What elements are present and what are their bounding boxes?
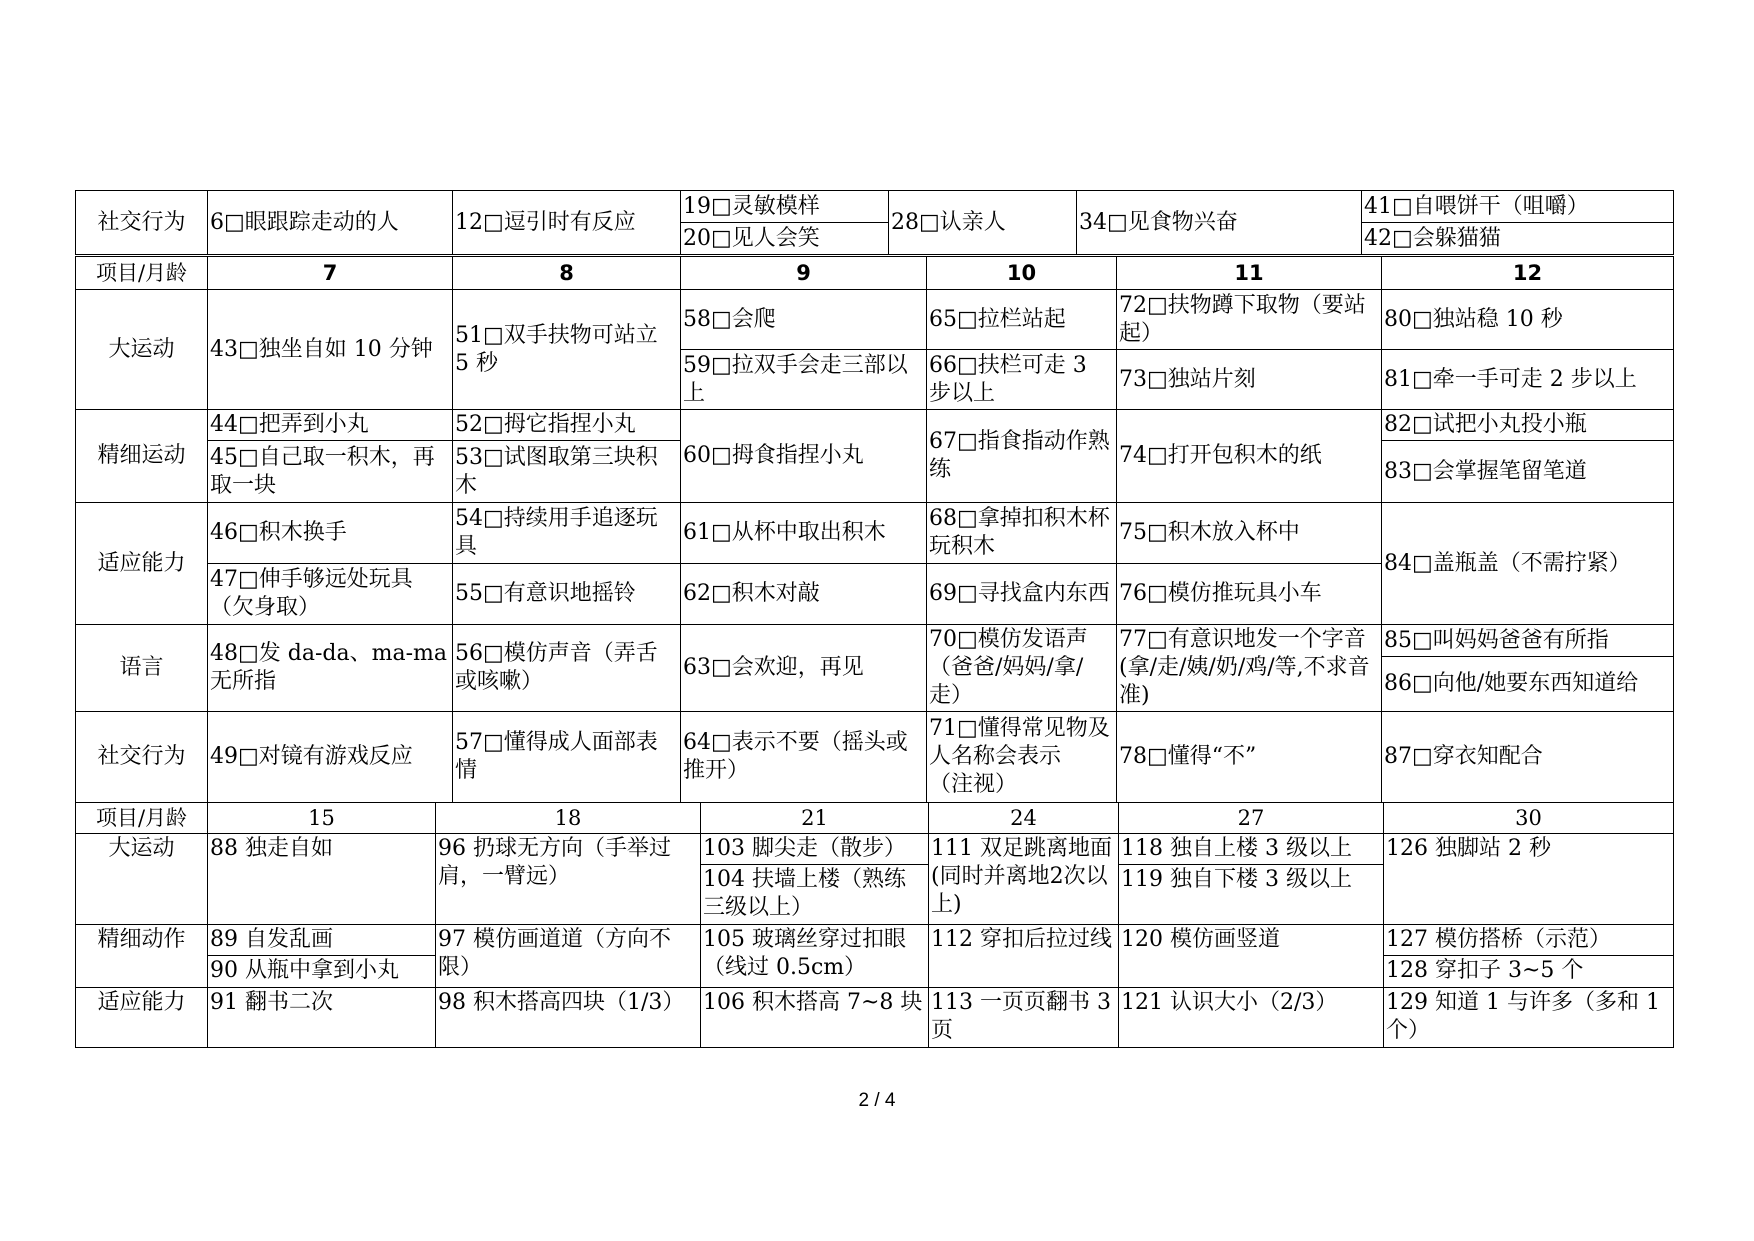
category-social: 社交行为 xyxy=(76,191,208,255)
milestone-item: 98 积木搭高四块（1/3） xyxy=(436,988,701,1048)
milestone-item: 86□向他/她要东西知道给 xyxy=(1382,657,1674,712)
milestone-item: 51□双手扶物可站立 5 秒 xyxy=(453,290,681,410)
social-row-table xyxy=(75,190,1674,255)
milestone-item-text: 70□模仿发语声 xyxy=(929,627,1088,652)
milestone-item xyxy=(927,625,1117,712)
month-header: 30 xyxy=(1384,803,1674,834)
category-social: 社交行为 xyxy=(76,712,208,803)
category-gross-motor: 大运动 xyxy=(76,834,208,925)
milestone-item: 61□从杯中取出积木 xyxy=(681,503,927,564)
month-header: 7 xyxy=(208,257,453,290)
milestone-item: 63□会欢迎，再见 xyxy=(681,625,927,712)
milestone-item: 89 自发乱画 xyxy=(208,925,436,956)
milestone-item: 103 脚尖走（散步） xyxy=(701,834,929,865)
category-adaptive: 适应能力 xyxy=(76,988,208,1048)
milestone-item: 96 扔球无方向（手举过肩，一臂远） xyxy=(436,834,701,925)
milestone-item: 121 认识大小（2/3） xyxy=(1119,988,1384,1048)
milestone-item: 45□自己取一积木，再取一块 xyxy=(208,441,453,503)
milestone-item: 52□拇它指捏小丸 xyxy=(453,410,681,441)
milestone-item: 28□认亲人 xyxy=(889,191,1077,255)
milestone-item: 80□独站稳 10 秒 xyxy=(1382,290,1674,350)
milestone-item: 46□积木换手 xyxy=(208,503,453,564)
milestone-item: 119 独自下楼 3 级以上 xyxy=(1119,865,1384,925)
milestone-item-note: （注视） xyxy=(929,772,1018,797)
milestone-item: 126 独脚站 2 秒 xyxy=(1384,834,1674,925)
month-header: 15 xyxy=(208,803,436,834)
month-header: 18 xyxy=(436,803,701,834)
milestone-item: 60□拇食指捏小丸 xyxy=(681,410,927,503)
milestone-item: 59□拉双手会走三部以上 xyxy=(681,350,927,410)
header-row xyxy=(76,803,1674,834)
milestone-item: 84□盖瓶盖（不需拧紧） xyxy=(1382,503,1674,625)
milestone-item: 44□把弄到小丸 xyxy=(208,410,453,441)
milestone-item: 76□模仿推玩具小车 xyxy=(1117,564,1382,625)
month-header: 10 xyxy=(927,257,1117,290)
milestone-item: 88 独走自如 xyxy=(208,834,436,925)
month-header: 21 xyxy=(701,803,929,834)
category-adaptive: 适应能力 xyxy=(76,503,208,625)
milestone-table-15-30 xyxy=(75,802,1674,1048)
milestone-item: 54□持续用手追逐玩具 xyxy=(453,503,681,564)
milestone-item: 118 独自上楼 3 级以上 xyxy=(1119,834,1384,865)
milestone-item: 113 一页页翻书 3 页 xyxy=(929,988,1119,1048)
category-gross-motor: 大运动 xyxy=(76,290,208,410)
milestone-item: 55□有意识地摇铃 xyxy=(453,564,681,625)
month-header: 24 xyxy=(929,803,1119,834)
milestone-item: 87□穿衣知配合 xyxy=(1382,712,1674,803)
milestone-item: 56□模仿声音（弄舌或咳嗽） xyxy=(453,625,681,712)
milestone-item-note: （爸爸/妈妈/拿/走） xyxy=(929,655,1084,708)
milestone-item: 49□对镜有游戏反应 xyxy=(208,712,453,803)
milestone-item: 85□叫妈妈爸爸有所指 xyxy=(1382,625,1674,657)
month-header: 27 xyxy=(1119,803,1384,834)
category-fine-motor: 精细运动 xyxy=(76,410,208,503)
milestone-item: 6□眼跟踪走动的人 xyxy=(208,191,453,255)
milestone-item: 128 穿扣子 3~5 个 xyxy=(1384,956,1674,988)
milestone-item: 57□懂得成人面部表情 xyxy=(453,712,681,803)
month-header: 11 xyxy=(1117,257,1382,290)
milestone-item: 53□试图取第三块积木 xyxy=(453,441,681,503)
milestone-item: 129 知道 1 与许多（多和 1 个） xyxy=(1384,988,1674,1048)
milestone-item xyxy=(927,712,1117,803)
milestone-item: 74□打开包积木的纸 xyxy=(1117,410,1382,503)
milestone-item: 64□表示不要（摇头或推开） xyxy=(681,712,927,803)
milestone-item: 111 双足跳离地面(同时并离地2次以上) xyxy=(929,834,1119,925)
milestone-item: 112 穿扣后拉过线 xyxy=(929,925,1119,988)
milestone-item: 19□灵敏模样 xyxy=(681,191,889,223)
milestone-item: 105 玻璃丝穿过扣眼（线过 0.5cm） xyxy=(701,925,929,988)
milestone-item: 67□指食指动作熟练 xyxy=(927,410,1117,503)
milestone-item: 97 模仿画道道（方向不限） xyxy=(436,925,701,988)
milestone-item: 120 模仿画竖道 xyxy=(1119,925,1384,988)
milestone-item: 106 积木搭高 7~8 块 xyxy=(701,988,929,1048)
milestone-item: 77□有意识地发一个字音(拿/走/姨/奶/鸡/等,不求音准) xyxy=(1117,625,1382,712)
month-header: 9 xyxy=(681,257,927,290)
milestone-table-7-12 xyxy=(75,256,1674,803)
header-label: 项目/月龄 xyxy=(76,257,208,290)
milestone-item: 73□独站片刻 xyxy=(1117,350,1382,410)
header-label: 项目/月龄 xyxy=(76,803,208,834)
month-header: 8 xyxy=(453,257,681,290)
category-fine-motor: 精细动作 xyxy=(76,925,208,988)
milestone-item: 42□会躲猫猫 xyxy=(1362,223,1674,255)
milestone-item: 127 模仿搭桥（示范） xyxy=(1384,925,1674,956)
milestone-item: 78□懂得“不” xyxy=(1117,712,1382,803)
milestone-item: 43□独坐自如 10 分钟 xyxy=(208,290,453,410)
milestone-item: 65□拉栏站起 xyxy=(927,290,1117,350)
milestone-item-text: 71□懂得常见物及人名称会表示 xyxy=(929,716,1110,769)
milestone-item: 91 翻书二次 xyxy=(208,988,436,1048)
milestone-item: 90 从瓶中拿到小丸 xyxy=(208,956,436,988)
milestone-item: 68□拿掉扣积木杯玩积木 xyxy=(927,503,1117,564)
milestone-item: 66□扶栏可走 3 步以上 xyxy=(927,350,1117,410)
milestone-item: 34□见食物兴奋 xyxy=(1077,191,1362,255)
milestone-item: 75□积木放入杯中 xyxy=(1117,503,1382,564)
header-row xyxy=(76,257,1674,290)
milestone-item: 104 扶墙上楼（熟练三级以上） xyxy=(701,865,929,925)
milestone-item: 41□自喂饼干（咀嚼） xyxy=(1362,191,1674,223)
milestone-item: 47□伸手够远处玩具（欠身取） xyxy=(208,564,453,625)
milestone-item: 12□逗引时有反应 xyxy=(453,191,681,255)
milestone-item: 82□试把小丸投小瓶 xyxy=(1382,410,1674,441)
page-number: 2 / 4 xyxy=(858,1090,896,1111)
milestone-item: 48□发 da-da、ma-ma 无所指 xyxy=(208,625,453,712)
milestone-item: 72□扶物蹲下取物（要站起） xyxy=(1117,290,1382,350)
milestone-item: 81□牵一手可走 2 步以上 xyxy=(1382,350,1674,410)
month-header: 12 xyxy=(1382,257,1674,290)
milestone-item: 20□见人会笑 xyxy=(681,223,889,255)
milestone-item: 58□会爬 xyxy=(681,290,927,350)
milestone-item: 83□会掌握笔留笔道 xyxy=(1382,441,1674,503)
category-language: 语言 xyxy=(76,625,208,712)
milestone-item: 69□寻找盒内东西 xyxy=(927,564,1117,625)
milestone-item: 62□积木对敲 xyxy=(681,564,927,625)
